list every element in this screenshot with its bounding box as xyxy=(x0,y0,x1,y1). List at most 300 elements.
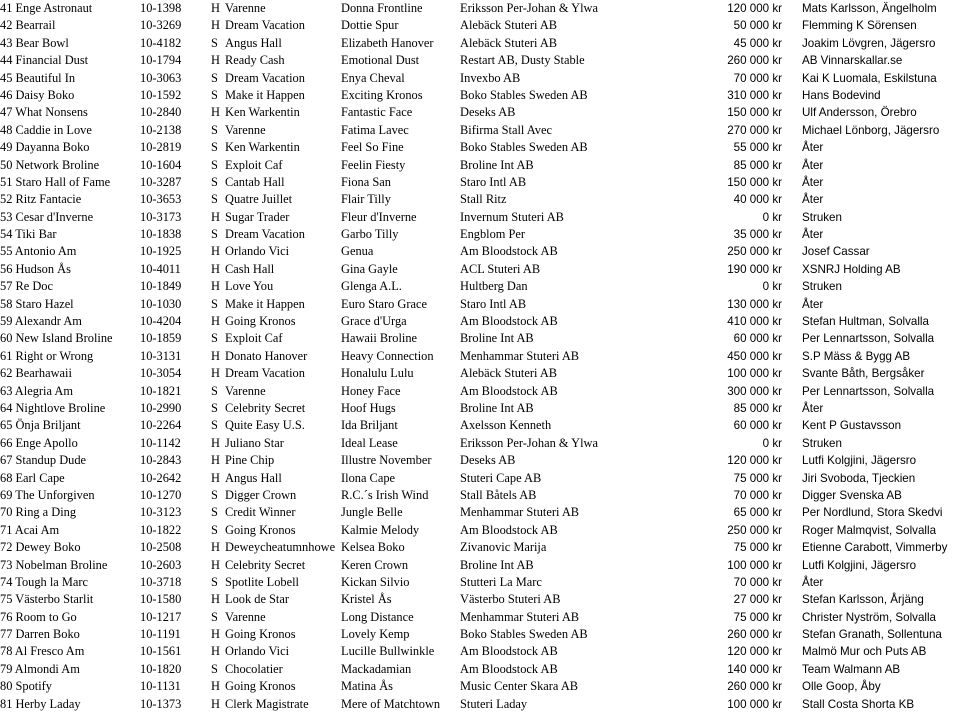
dam-cell: Grace d'Urga xyxy=(341,314,407,329)
dam-cell: Genua xyxy=(341,244,374,259)
sire-cell: Celebrity Secret xyxy=(225,557,306,572)
dam-cell: Fiona San xyxy=(341,174,391,189)
catalog-number-cell: 10-2603 xyxy=(140,557,182,572)
sex-cell: H xyxy=(211,679,220,694)
catalog-number-cell: 10-3653 xyxy=(140,192,182,207)
catalog-number-cell: 10-3054 xyxy=(140,366,182,381)
horse-name-cell: 65 Önja Briljant xyxy=(0,418,81,433)
sire-cell: Deweycheatumnhowe xyxy=(225,540,336,555)
buyer-cell: Svante Båth, Bergsåker xyxy=(802,367,925,381)
sex-cell: S xyxy=(211,192,218,207)
dam-cell: Ilona Cape xyxy=(341,470,396,485)
dam-cell: Mere of Matchtown xyxy=(341,696,441,711)
seller-cell: Stuteri Laday xyxy=(460,696,528,711)
price-cell: 100 000 kr xyxy=(727,558,782,572)
price-cell: 35 000 kr xyxy=(733,228,782,242)
dam-cell: Mackadamian xyxy=(341,661,412,676)
price-cell: 450 000 kr xyxy=(727,349,782,363)
sex-cell: H xyxy=(211,209,220,224)
table-row xyxy=(0,365,960,382)
dam-cell: Lovely Kemp xyxy=(341,627,410,642)
sire-cell: Varenne xyxy=(225,122,266,137)
dam-cell: Hawaii Broline xyxy=(341,331,418,346)
horse-name-cell: 69 The Unforgiven xyxy=(0,487,95,502)
buyer-cell: Josef Cassar xyxy=(802,245,870,259)
seller-cell: Boko Stables Sweden AB xyxy=(460,627,588,642)
catalog-number-cell: 10-1030 xyxy=(140,296,182,311)
sex-cell: H xyxy=(211,470,220,485)
buyer-cell: Kai K Luomala, Eskilstuna xyxy=(802,71,937,85)
sex-cell: H xyxy=(211,53,220,68)
dam-cell: Hoof Hugs xyxy=(341,400,396,415)
price-cell: 27 000 kr xyxy=(733,593,782,607)
horse-name-cell: 72 Dewey Boko xyxy=(0,540,81,555)
price-cell: 0 kr xyxy=(762,210,782,224)
sex-cell: H xyxy=(211,18,220,33)
catalog-number-cell: 10-1217 xyxy=(140,609,182,624)
price-cell: 100 000 kr xyxy=(727,367,782,381)
table-row xyxy=(0,35,960,52)
price-cell: 60 000 kr xyxy=(733,332,782,346)
price-cell: 120 000 kr xyxy=(727,645,782,659)
seller-cell: Music Center Skara AB xyxy=(460,679,579,694)
sex-cell: S xyxy=(211,174,218,189)
table-row xyxy=(0,643,960,660)
price-cell: 250 000 kr xyxy=(727,523,782,537)
buyer-cell: Åter xyxy=(802,297,824,311)
catalog-number-cell: 10-3063 xyxy=(140,70,182,85)
seller-cell: Boko Stables Sweden AB xyxy=(460,140,588,155)
horse-name-cell: 47 What Nonsens xyxy=(0,105,88,120)
table-row xyxy=(0,330,960,347)
sex-cell: H xyxy=(211,644,220,659)
horse-name-cell: 45 Beautiful In xyxy=(0,70,76,85)
seller-cell: Menhammar Stuteri AB xyxy=(460,505,580,520)
table-row xyxy=(0,87,960,104)
table-row xyxy=(0,591,960,608)
sex-cell: H xyxy=(211,244,220,259)
dam-cell: Lucille Bullwinkle xyxy=(341,644,435,659)
horse-name-cell: 62 Bearhawaii xyxy=(0,366,72,381)
sex-cell: H xyxy=(211,279,220,294)
sex-cell: H xyxy=(211,261,220,276)
sire-cell: Exploit Caf xyxy=(225,331,283,346)
table-row xyxy=(0,696,960,713)
buyer-cell: Per Lennartsson, Solvalla xyxy=(802,332,935,346)
dam-cell: Glenga A.L. xyxy=(341,279,402,294)
buyer-cell: Struken xyxy=(802,280,842,294)
table-row xyxy=(0,452,960,469)
sire-cell: Digger Crown xyxy=(225,487,297,502)
sire-cell: Dream Vacation xyxy=(225,70,305,85)
horse-name-cell: 52 Ritz Fantacie xyxy=(0,192,82,207)
table-row xyxy=(0,435,960,452)
sex-cell: H xyxy=(211,627,220,642)
seller-cell: Stutteri La Marc xyxy=(460,574,542,589)
sex-cell: S xyxy=(211,418,218,433)
dam-cell: Kristel Ås xyxy=(341,592,392,607)
buyer-cell: Digger Svenska AB xyxy=(802,488,902,502)
buyer-cell: Hans Bodevind xyxy=(802,88,881,102)
horse-name-cell: 58 Staro Hazel xyxy=(0,296,74,311)
price-cell: 50 000 kr xyxy=(733,19,782,33)
seller-cell: Zivanovic Marija xyxy=(460,540,547,555)
sex-cell: S xyxy=(211,35,218,50)
sex-cell: H xyxy=(211,348,220,363)
price-cell: 270 000 kr xyxy=(727,123,782,137)
catalog-number-cell: 10-1373 xyxy=(140,696,182,711)
catalog-number-cell: 10-1925 xyxy=(140,244,182,259)
sire-cell: Cash Hall xyxy=(225,261,275,276)
sex-cell: S xyxy=(211,487,218,502)
sire-cell: Celebrity Secret xyxy=(225,400,306,415)
dam-cell: R.C.´s Irish Wind xyxy=(341,487,429,502)
buyer-cell: Stefan Hultman, Solvalla xyxy=(802,315,929,329)
catalog-number-cell: 10-1794 xyxy=(140,53,182,68)
table-row xyxy=(0,574,960,591)
price-cell: 70 000 kr xyxy=(733,575,782,589)
sex-cell: H xyxy=(211,366,220,381)
dam-cell: Kickan Silvio xyxy=(341,574,410,589)
price-cell: 55 000 kr xyxy=(733,141,782,155)
sex-cell: S xyxy=(211,400,218,415)
seller-cell: Hultberg Dan xyxy=(460,279,528,294)
catalog-number-cell: 10-1561 xyxy=(140,644,182,659)
table-row xyxy=(0,191,960,208)
seller-cell: Deseks AB xyxy=(460,453,516,468)
seller-cell: Västerbo Stuteri AB xyxy=(460,592,561,607)
sire-cell: Cantab Hall xyxy=(225,174,285,189)
sire-cell: Credit Winner xyxy=(225,505,296,520)
catalog-number-cell: 10-3123 xyxy=(140,505,182,520)
catalog-number-cell: 10-1580 xyxy=(140,592,182,607)
catalog-number-cell: 10-1270 xyxy=(140,487,182,502)
sex-cell: S xyxy=(211,574,218,589)
price-cell: 410 000 kr xyxy=(727,315,782,329)
horse-name-cell: 64 Nightlove Broline xyxy=(0,400,106,415)
seller-cell: Stuteri Cape AB xyxy=(460,470,542,485)
seller-cell: Am Bloodstock AB xyxy=(460,314,558,329)
catalog-number-cell: 10-1849 xyxy=(140,279,182,294)
sire-cell: Quite Easy U.S. xyxy=(225,418,305,433)
buyer-cell: Etienne Carabott, Vimmerby xyxy=(802,541,948,555)
buyer-cell: Åter xyxy=(802,401,824,415)
catalog-number-cell: 10-4204 xyxy=(140,314,182,329)
horse-name-cell: 55 Antonio Am xyxy=(0,244,77,259)
catalog-number-cell: 10-3131 xyxy=(140,348,182,363)
price-cell: 260 000 kr xyxy=(727,54,782,68)
seller-cell: Alebäck Stuteri AB xyxy=(460,18,558,33)
buyer-cell: Christer Nyström, Solvalla xyxy=(802,610,937,624)
sex-cell: S xyxy=(211,522,218,537)
table-row xyxy=(0,417,960,434)
sire-cell: Orlando Vici xyxy=(225,644,290,659)
catalog-number-cell: 10-1142 xyxy=(140,435,181,450)
seller-cell: Stall Ritz xyxy=(460,192,507,207)
sex-cell: S xyxy=(211,140,218,155)
horse-name-cell: 76 Room to Go xyxy=(0,609,77,624)
dam-cell: Keren Crown xyxy=(341,557,409,572)
sex-cell: S xyxy=(211,157,218,172)
sex-cell: H xyxy=(211,696,220,711)
buyer-cell: Åter xyxy=(802,575,824,589)
table-row xyxy=(0,243,960,260)
table-row xyxy=(0,139,960,156)
horse-name-cell: 75 Västerbo Starlit xyxy=(0,592,94,607)
table-row xyxy=(0,487,960,504)
price-cell: 60 000 kr xyxy=(733,419,782,433)
price-cell: 75 000 kr xyxy=(733,471,782,485)
price-cell: 100 000 kr xyxy=(727,697,782,711)
catalog-number-cell: 10-2990 xyxy=(140,400,182,415)
horse-name-cell: 81 Herby Laday xyxy=(0,696,81,711)
dam-cell: Euro Staro Grace xyxy=(341,296,428,311)
buyer-cell: Roger Malmqvist, Solvalla xyxy=(802,523,937,537)
sire-cell: Ready Cash xyxy=(225,53,285,68)
table-row xyxy=(0,504,960,521)
price-cell: 260 000 kr xyxy=(727,628,782,642)
sire-cell: Varenne xyxy=(225,1,266,15)
sex-cell: S xyxy=(211,87,218,102)
horse-name-cell: 56 Hudson Ås xyxy=(0,261,71,276)
buyer-cell: XSNRJ Holding AB xyxy=(802,262,901,276)
table-row xyxy=(0,661,960,678)
sex-cell: S xyxy=(211,296,218,311)
table-row xyxy=(0,174,960,191)
table-row xyxy=(0,626,960,643)
buyer-cell: Åter xyxy=(802,141,824,155)
seller-cell: Engblom Per xyxy=(460,227,526,242)
dam-cell: Dottie Spur xyxy=(341,18,399,33)
sire-cell: Chocolatier xyxy=(225,661,283,676)
horse-name-cell: 66 Enge Apollo xyxy=(0,435,78,450)
dam-cell: Gina Gayle xyxy=(341,261,398,276)
sire-cell: Clerk Magistrate xyxy=(225,696,309,711)
buyer-cell: Malmö Mur och Puts AB xyxy=(802,645,927,659)
sex-cell: S xyxy=(211,609,218,624)
dam-cell: Emotional Dust xyxy=(341,53,420,68)
catalog-number-cell: 10-1592 xyxy=(140,87,182,102)
horse-name-cell: 41 Enge Astronaut xyxy=(0,1,93,15)
sex-cell: S xyxy=(211,227,218,242)
catalog-number-cell: 10-1822 xyxy=(140,522,182,537)
table-row xyxy=(0,278,960,295)
sire-cell: Donato Hanover xyxy=(225,348,308,363)
horse-name-cell: 63 Alegria Am xyxy=(0,383,73,398)
dam-cell: Fantastic Face xyxy=(341,105,413,120)
buyer-cell: Åter xyxy=(802,158,824,172)
catalog-number-cell: 10-3718 xyxy=(140,574,182,589)
seller-cell: Axelsson Kenneth xyxy=(460,418,552,433)
dam-cell: Feel So Fine xyxy=(341,140,404,155)
sire-cell: Dream Vacation xyxy=(225,18,305,33)
sire-cell: Spotlite Lobell xyxy=(225,574,299,589)
horse-name-cell: 73 Nobelman Broline xyxy=(0,557,108,572)
horse-name-cell: 74 Tough la Marc xyxy=(0,574,89,589)
table-row xyxy=(0,296,960,313)
horse-name-cell: 80 Spotify xyxy=(0,679,52,694)
dam-cell: Illustre November xyxy=(341,453,432,468)
catalog-number-cell: 10-1398 xyxy=(140,1,182,15)
buyer-cell: Stefan Granath, Sollentuna xyxy=(802,628,942,642)
sex-cell: H xyxy=(211,592,220,607)
table-row xyxy=(0,348,960,365)
horse-name-cell: 51 Staro Hall of Fame xyxy=(0,174,111,189)
price-cell: 40 000 kr xyxy=(733,193,782,207)
seller-cell: Am Bloodstock AB xyxy=(460,661,558,676)
buyer-cell: Åter xyxy=(802,228,824,242)
buyer-cell: Stall Costa Shorta KB xyxy=(802,697,915,711)
buyer-cell: Lutfi Kolgjini, Jägersro xyxy=(802,454,917,468)
sire-cell: Going Kronos xyxy=(225,522,296,537)
buyer-cell: Mats Karlsson, Ängelholm xyxy=(802,2,937,15)
sex-cell: H xyxy=(211,314,220,329)
price-cell: 0 kr xyxy=(762,436,782,450)
catalog-number-cell: 10-2138 xyxy=(140,122,182,137)
sire-cell: Dream Vacation xyxy=(225,366,305,381)
sex-cell: S xyxy=(211,122,218,137)
price-cell: 300 000 kr xyxy=(727,384,782,398)
seller-cell: Restart AB, Dusty Stable xyxy=(460,53,585,68)
dam-cell: Elizabeth Hanover xyxy=(341,35,434,50)
seller-cell: Am Bloodstock AB xyxy=(460,244,558,259)
table-row xyxy=(0,122,960,139)
sire-cell: Love You xyxy=(225,279,274,294)
dam-cell: Long Distance xyxy=(341,609,414,624)
table-row xyxy=(0,557,960,574)
catalog-number-cell: 10-1604 xyxy=(140,157,182,172)
horse-name-cell: 68 Earl Cape xyxy=(0,470,65,485)
seller-cell: Staro Intl AB xyxy=(460,174,527,189)
sire-cell: Going Kronos xyxy=(225,627,296,642)
catalog-number-cell: 10-2264 xyxy=(140,418,182,433)
sex-cell: H xyxy=(211,453,220,468)
buyer-cell: Struken xyxy=(802,436,842,450)
buyer-cell: Jiri Svoboda, Tjeckien xyxy=(802,471,916,485)
sire-cell: Ken Warkentin xyxy=(225,140,300,155)
dam-cell: Donna Frontline xyxy=(341,1,423,15)
sex-cell: H xyxy=(211,435,220,450)
dam-cell: Matina Ås xyxy=(341,679,393,694)
catalog-number-cell: 10-1191 xyxy=(140,627,181,642)
price-cell: 190 000 kr xyxy=(727,262,782,276)
buyer-cell: Per Nordlund, Stora Skedvi xyxy=(802,506,943,520)
catalog-number-cell: 10-1131 xyxy=(140,679,181,694)
sire-cell: Exploit Caf xyxy=(225,157,283,172)
buyer-cell: Åter xyxy=(802,175,824,189)
seller-cell: Broline Int AB xyxy=(460,400,534,415)
buyer-cell: Joakim Lövgren, Jägersro xyxy=(802,36,936,50)
catalog-number-cell: 10-2819 xyxy=(140,140,182,155)
table-row xyxy=(0,678,960,695)
dam-cell: Jungle Belle xyxy=(341,505,403,520)
seller-cell: Stall Båtels AB xyxy=(460,487,537,502)
catalog-number-cell: 10-1838 xyxy=(140,227,182,242)
sex-cell: S xyxy=(211,383,218,398)
sex-cell: S xyxy=(211,505,218,520)
buyer-cell: Kent P Gustavsson xyxy=(802,419,902,433)
sire-cell: Sugar Trader xyxy=(225,209,290,224)
seller-cell: Am Bloodstock AB xyxy=(460,383,558,398)
price-cell: 120 000 kr xyxy=(727,2,782,15)
seller-cell: Broline Int AB xyxy=(460,557,534,572)
table-row xyxy=(0,104,960,121)
dam-cell: Kalmie Melody xyxy=(341,522,420,537)
dam-cell: Heavy Connection xyxy=(341,348,434,363)
table-row xyxy=(0,522,960,539)
table-row xyxy=(0,261,960,278)
catalog-number-cell: 10-3173 xyxy=(140,209,182,224)
buyer-cell: Michael Lönborg, Jägersro xyxy=(802,123,940,137)
sire-cell: Angus Hall xyxy=(225,35,282,50)
horse-name-cell: 54 Tiki Bar xyxy=(0,227,57,242)
price-cell: 140 000 kr xyxy=(727,662,782,676)
catalog-number-cell: 10-2843 xyxy=(140,453,182,468)
price-cell: 310 000 kr xyxy=(727,88,782,102)
sire-cell: Angus Hall xyxy=(225,470,282,485)
horse-name-cell: 78 Al Fresco Am xyxy=(0,644,85,659)
seller-cell: Invernum Stuteri AB xyxy=(460,209,564,224)
dam-cell: Ida Briljant xyxy=(341,418,398,433)
horse-name-cell: 42 Bearrail xyxy=(0,18,56,33)
sex-cell: H xyxy=(211,1,220,15)
table-row xyxy=(0,17,960,34)
buyer-cell: Per Lennartsson, Solvalla xyxy=(802,384,935,398)
dam-cell: Kelsea Boko xyxy=(341,540,405,555)
sex-cell: S xyxy=(211,661,218,676)
price-cell: 260 000 kr xyxy=(727,680,782,694)
buyer-cell: AB Vinnarskallar.se xyxy=(802,54,903,68)
seller-cell: ACL Stuteri AB xyxy=(460,261,541,276)
buyer-cell: Åter xyxy=(802,193,824,207)
horse-name-cell: 49 Dayanna Boko xyxy=(0,140,90,155)
seller-cell: Boko Stables Sweden AB xyxy=(460,87,588,102)
sex-cell: H xyxy=(211,105,220,120)
sire-cell: Make it Happen xyxy=(225,296,305,311)
sire-cell: Orlando Vici xyxy=(225,244,290,259)
buyer-cell: Ulf Andersson, Örebro xyxy=(802,106,917,120)
horse-name-cell: 61 Right or Wrong xyxy=(0,348,94,363)
horse-name-cell: 60 New Island Broline xyxy=(0,331,113,346)
seller-cell: Invexbo AB xyxy=(460,70,521,85)
sire-cell: Look de Star xyxy=(225,592,290,607)
catalog-number-cell: 10-1859 xyxy=(140,331,182,346)
seller-cell: Alebäck Stuteri AB xyxy=(460,35,558,50)
catalog-number-cell: 10-1820 xyxy=(140,661,182,676)
table-row xyxy=(0,400,960,417)
price-cell: 70 000 kr xyxy=(733,488,782,502)
sire-cell: Varenne xyxy=(225,609,266,624)
sex-cell: S xyxy=(211,70,218,85)
table-row xyxy=(0,209,960,226)
table-row xyxy=(0,52,960,69)
sire-cell: Juliano Star xyxy=(225,435,284,450)
table-row xyxy=(0,226,960,243)
table-row xyxy=(0,70,960,87)
sire-cell: Make it Happen xyxy=(225,87,305,102)
horse-name-cell: 43 Bear Bowl xyxy=(0,35,69,50)
buyer-cell: Struken xyxy=(802,210,842,224)
seller-cell: Broline Int AB xyxy=(460,157,534,172)
sex-cell: S xyxy=(211,331,218,346)
price-cell: 85 000 kr xyxy=(733,158,782,172)
dam-cell: Ideal Lease xyxy=(341,435,398,450)
dam-cell: Exciting Kronos xyxy=(341,87,423,102)
catalog-number-cell: 10-2642 xyxy=(140,470,182,485)
catalog-number-cell: 10-4011 xyxy=(140,261,181,276)
seller-cell: Menhammar Stuteri AB xyxy=(460,348,580,363)
dam-cell: Honey Face xyxy=(341,383,401,398)
